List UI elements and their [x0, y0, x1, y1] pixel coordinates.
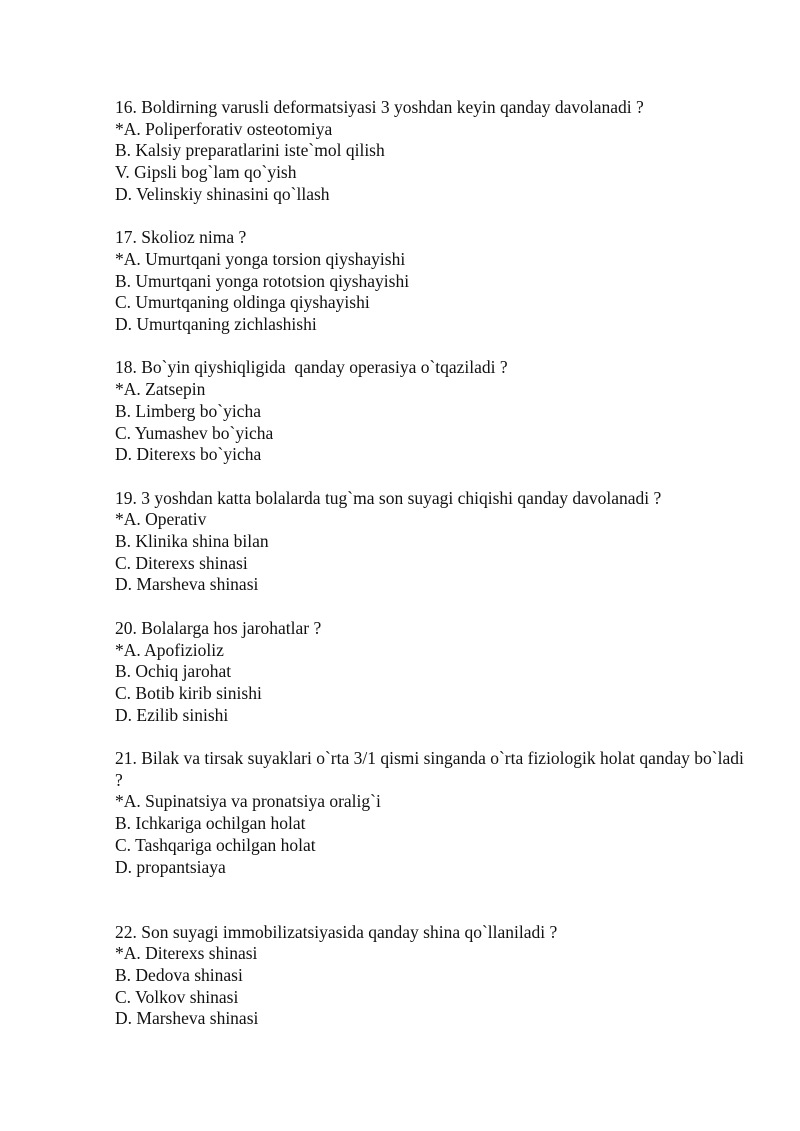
answer-option-c: C. Diterexs shinasi: [115, 552, 248, 573]
answer-option-b: B. Kalsiy preparatlarini iste`mol qilish: [115, 140, 385, 161]
document-page: [115, 97, 755, 1052]
question-text: 19. 3 yoshdan katta bolalarda tug`ma son suyagi chiqishi qanday davolanadi ?: [115, 487, 662, 508]
question-text: 21. Bilak va tirsak suyaklari o`rta 3/1 qismi singanda o`rta fiziologik holat qanday bo`ladi ?: [115, 748, 749, 790]
answer-option-a: *A. Umurtqani yonga torsion qiyshayishi: [115, 248, 406, 269]
answer-option-a: *A. Zatsepin: [115, 379, 206, 400]
question-17: [115, 227, 755, 336]
answer-option-d: D. Marsheva shinasi: [115, 1008, 259, 1029]
question-text: 18. Bo`yin qiyshiqligida qanday operasiya o`tqaziladi ?: [115, 357, 508, 378]
answer-option-a: *A. Operativ: [115, 509, 207, 530]
answer-option-a: *A. Supinatsiya va pronatsiya oralig`i: [115, 791, 381, 812]
question-text: 20. Bolalarga hos jarohatlar ?: [115, 617, 322, 638]
question-16: [115, 97, 755, 206]
answer-option-c: C. Yumashev bo`yicha: [115, 422, 274, 443]
answer-option-b: B. Ichkariga ochilgan holat: [115, 813, 306, 834]
answer-option-b: B. Ochiq jarohat: [115, 661, 232, 682]
answer-option-d: D. Umurtqaning zichlashishi: [115, 314, 317, 335]
answer-option-d: D. Marsheva shinasi: [115, 574, 259, 595]
answer-option-d: D. Diterexs bo`yicha: [115, 444, 262, 465]
answer-option-a: *A. Poliperforativ osteotomiya: [115, 118, 333, 139]
answer-option-c: C. Umurtqaning oldinga qiyshayishi: [115, 292, 370, 313]
question-20: [115, 618, 755, 727]
question-19: [115, 488, 755, 597]
answer-option-b: B. Limberg bo`yicha: [115, 400, 261, 421]
answer-option-v: V. Gipsli bog`lam qo`yish: [115, 162, 297, 183]
question-18: [115, 357, 755, 466]
answer-option-a: *A. Apofizioliz: [115, 639, 224, 660]
answer-option-c: C. Volkov shinasi: [115, 986, 239, 1007]
question-text: 17. Skolioz nima ?: [115, 227, 247, 248]
question-text: 16. Boldirning varusli deformatsiyasi 3 yoshdan keyin qanday davolanadi ?: [115, 97, 644, 117]
answer-option-d: D. Velinskiy shinasini qo`llash: [115, 183, 330, 204]
question-22: [115, 922, 755, 1031]
answer-option-b: B. Klinika shina bilan: [115, 531, 269, 552]
answer-option-b: B. Umurtqani yonga rototsion qiyshayishi: [115, 270, 410, 291]
answer-option-c: C. Tashqariga ochilgan holat: [115, 834, 316, 855]
question-text: 22. Son suyagi immobilizatsiyasida qanday shina qo`llaniladi ?: [115, 921, 558, 942]
answer-option-d: D. Ezilib sinishi: [115, 704, 229, 725]
answer-option-a: *A. Diterexs shinasi: [115, 943, 258, 964]
answer-option-b: B. Dedova shinasi: [115, 965, 243, 986]
answer-option-c: C. Botib kirib sinishi: [115, 682, 262, 703]
answer-option-d: D. propantsiaya: [115, 856, 226, 877]
question-21: [115, 748, 755, 878]
